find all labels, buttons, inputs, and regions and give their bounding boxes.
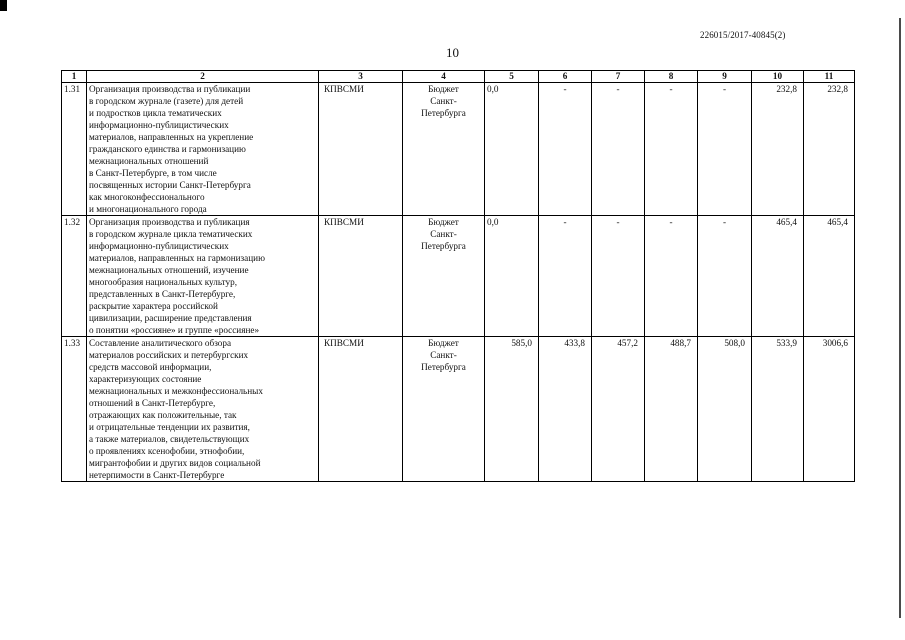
column-header: 4 (403, 71, 485, 83)
item-executor: КПВСМИ (319, 216, 403, 337)
item-value-col6: - (539, 216, 592, 337)
table-header-row (62, 71, 855, 83)
column-header: 10 (752, 71, 804, 83)
column-header: 1 (62, 71, 87, 83)
item-description: Организация производства и публикация в городском журнале цикла тематических информационно-публицистических материалов, направленных на гармонизацию межнациональных отношений, изучение многообразия национальных культур, представленных в Санкт-Петербурге, раскрытие характера российской цивилизации, расширение представления о понятии «россияне» и группе «россияне» (87, 216, 319, 337)
item-description: Организация производства и публикации в городском журнале (газете) для детей и подростков цикла тематических информационно-публицистических материалов, направленных на укрепление гражданского единства и гармонизацию межнациональных отношений в Санкт-Петербурге, в том числе посвященных истории Санкт-Петербурга как многоконфессионального и многонационального города (87, 83, 319, 216)
column-header: 6 (539, 71, 592, 83)
item-value-col9: - (698, 83, 752, 216)
column-header: 9 (698, 71, 752, 83)
budget-table (61, 70, 855, 482)
item-value-col7: - (592, 83, 645, 216)
document-code: 226015/2017-40845(2) (700, 30, 786, 40)
item-funding-source: Бюджет Санкт- Петербурга (403, 216, 485, 337)
item-executor: КПВСМИ (319, 337, 403, 482)
item-value-col9: - (698, 216, 752, 337)
item-value-col8: 488,7 (645, 337, 698, 482)
column-header: 3 (319, 71, 403, 83)
column-header: 7 (592, 71, 645, 83)
scan-corner-mark (0, 0, 7, 11)
item-value-col5: 0,0 (485, 216, 539, 337)
table-row (62, 337, 855, 482)
item-description: Составление аналитического обзора материалов российских и петербургских средств массовой информации, характеризующих состояние межнациональных и межконфессиональных отношений в Санкт-Петербурге, отражающих как положительные, так и отрицательные тенденции их развития, а также материалов, свидетельствующих о проявлениях ксенофобии, этнофобии, мигрантофобии и других видов социальной нетерпимости в Санкт-Петербурге (87, 337, 319, 482)
item-value-col10: 232,8 (752, 83, 804, 216)
item-value-col7: - (592, 216, 645, 337)
item-value-col5: 585,0 (485, 337, 539, 482)
scan-page-edge (899, 18, 901, 618)
item-funding-source: Бюджет Санкт- Петербурга (403, 337, 485, 482)
item-total: 232,8 (804, 83, 855, 216)
item-total: 465,4 (804, 216, 855, 337)
item-value-col10: 533,9 (752, 337, 804, 482)
column-header: 11 (804, 71, 855, 83)
item-number: 1.33 (62, 337, 87, 482)
table-row (62, 216, 855, 337)
item-value-col7: 457,2 (592, 337, 645, 482)
item-value-col8: - (645, 216, 698, 337)
column-header: 2 (87, 71, 319, 83)
column-header: 8 (645, 71, 698, 83)
item-value-col8: - (645, 83, 698, 216)
item-value-col9: 508,0 (698, 337, 752, 482)
table-row (62, 83, 855, 216)
item-funding-source: Бюджет Санкт- Петербурга (403, 83, 485, 216)
item-value-col6: - (539, 83, 592, 216)
item-value-col5: 0,0 (485, 83, 539, 216)
item-value-col10: 465,4 (752, 216, 804, 337)
page-number: 10 (446, 45, 459, 60)
item-number: 1.32 (62, 216, 87, 337)
item-value-col6: 433,8 (539, 337, 592, 482)
item-total: 3006,6 (804, 337, 855, 482)
column-header: 5 (485, 71, 539, 83)
item-executor: КПВСМИ (319, 83, 403, 216)
item-number: 1.31 (62, 83, 87, 216)
